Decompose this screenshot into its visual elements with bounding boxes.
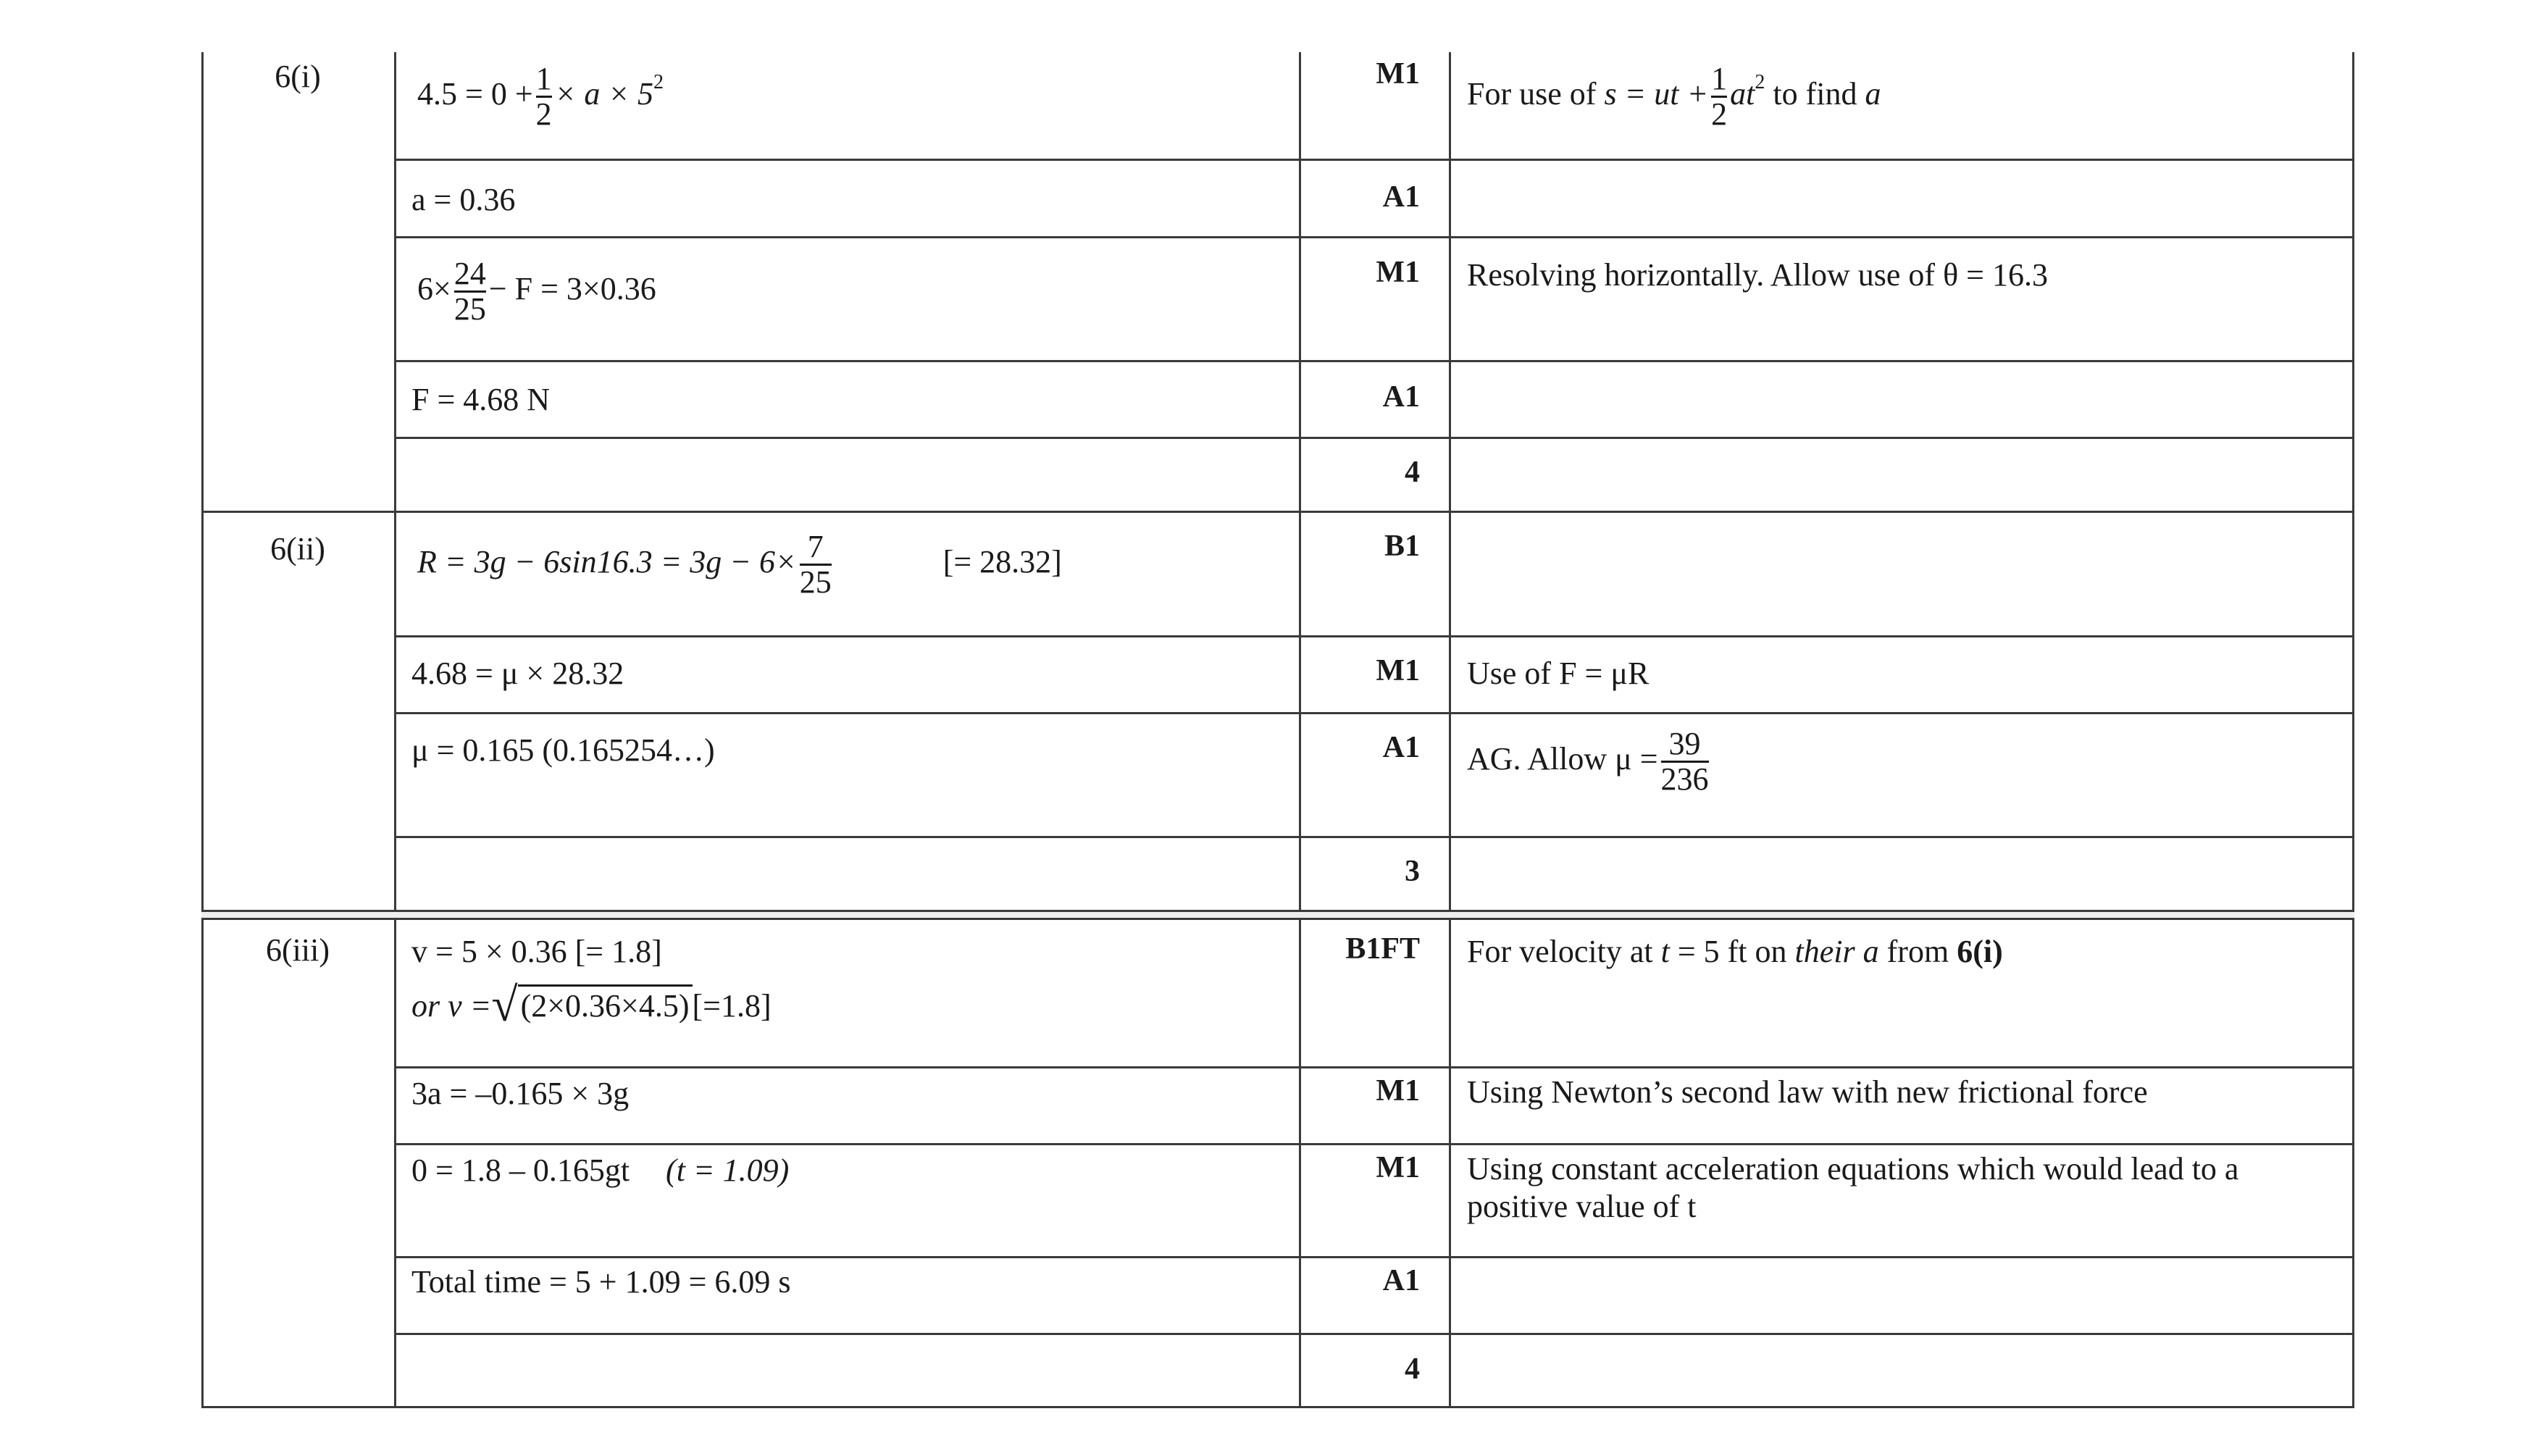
answer-text: Total time = 5 + 1.09 = 6.09 s	[411, 1264, 791, 1300]
row-divider	[394, 1256, 2354, 1258]
mark-code: M1	[1376, 654, 1420, 687]
answer-text: v = 5 × 0.36 [= 1.8]	[411, 934, 662, 969]
answer-equation: 4.5 = 0 + $\frac{1}{2}$ × $a \times 5^2$	[417, 61, 664, 133]
answer-text: 4.68 = μ × 28.32	[411, 656, 624, 691]
guidance-text: Resolving horizontally. Allow use of θ = 16.3	[1467, 257, 2048, 293]
row-divider	[394, 159, 2354, 161]
row-divider	[394, 1333, 2354, 1335]
answer-equation: or v =√(2×0.36×4.5)[=1.8]	[411, 979, 772, 1032]
guidance-text: For use of s = ut + $\frac{1}{2}$ $at^2$ to find a	[1467, 61, 1881, 133]
table-left-border	[201, 52, 204, 1408]
total-marks: 4	[1405, 456, 1420, 489]
question-label: 6(iii)	[266, 932, 330, 968]
total-marks: 3	[1405, 855, 1420, 888]
guidance-text: For velocity at t = 5 ft on their a from 6(i)	[1467, 934, 2003, 969]
guidance-text: positive value of t	[1467, 1189, 1697, 1224]
row-divider	[394, 360, 2354, 362]
guidance-text: Using constant acceleration equations which would lead to a	[1467, 1151, 2239, 1187]
question-double-divider	[201, 910, 2354, 920]
row-divider	[394, 1143, 2354, 1145]
question-label: 6(ii)	[270, 531, 325, 566]
mark-code: M1	[1376, 1151, 1420, 1184]
row-divider	[394, 836, 2354, 838]
row-divider	[394, 236, 2354, 238]
mark-code: M1	[1376, 256, 1420, 289]
mark-code: B1	[1384, 530, 1420, 563]
answer-text: F = 4.68 N	[411, 382, 551, 417]
question-divider	[201, 511, 2354, 513]
answer-text: 0 = 1.8 – 0.165gt (t = 1.09)	[411, 1152, 790, 1188]
table-right-border	[2352, 52, 2354, 1408]
mark-code: B1FT	[1345, 932, 1420, 966]
column-divider-guidance	[1449, 52, 1451, 1408]
mark-code: A1	[1382, 1264, 1420, 1297]
row-divider	[394, 712, 2354, 714]
guidance-text: Use of F = μR	[1467, 656, 1650, 691]
answer-text: 3a = –0.165 × 3g	[411, 1076, 630, 1111]
guidance-text: AG. Allow μ = $\frac{39}{236}$	[1467, 726, 1709, 798]
mark-code: M1	[1376, 57, 1420, 91]
answer-equation: 6× $\frac{24}{25}$ − F = 3×0.36	[417, 256, 656, 327]
question-label: 6(i)	[275, 59, 321, 94]
answer-text: μ = 0.165 (0.165254…)	[411, 732, 715, 768]
mark-code: A1	[1382, 180, 1420, 214]
guidance-text: Using Newton’s second law with new frictional force	[1467, 1074, 2148, 1110]
total-marks: 4	[1405, 1352, 1420, 1386]
column-divider-marks	[1299, 52, 1301, 1408]
mark-code: A1	[1382, 380, 1420, 414]
mark-scheme-table	[201, 52, 2354, 1408]
row-divider	[394, 635, 2354, 637]
mark-code: M1	[1376, 1074, 1420, 1108]
column-divider-answer	[394, 52, 396, 1408]
answer-equation: R = 3g − 6sin16.3 = 3g − 6× $\frac{7}{25}$ [= 28.32]	[417, 529, 1062, 601]
table-bottom-border	[201, 1406, 2354, 1408]
row-divider	[394, 1066, 2354, 1068]
row-divider	[394, 437, 2354, 439]
answer-text: a = 0.36	[411, 182, 516, 217]
mark-code: A1	[1382, 731, 1420, 764]
